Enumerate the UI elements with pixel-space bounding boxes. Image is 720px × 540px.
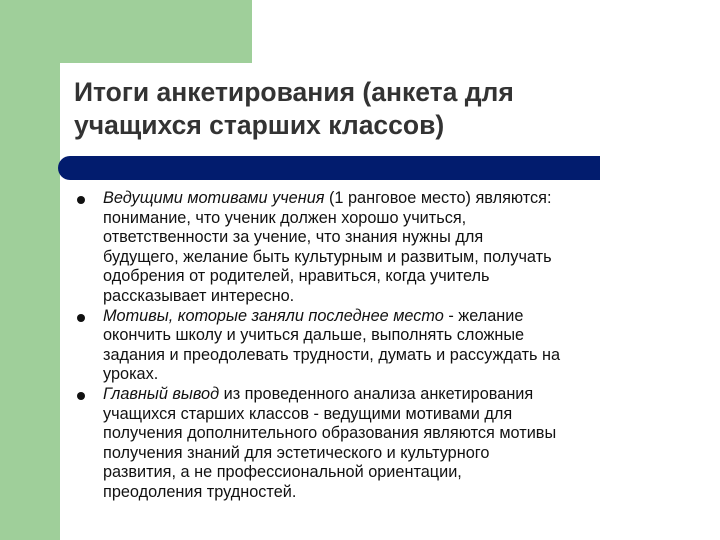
bullet-line <box>103 189 677 209</box>
bullet-line: учащихся старших классов - ведущими мотивами для <box>103 404 513 423</box>
emphasis-text: Ведущими мотивами учения <box>103 189 325 207</box>
bullet-list <box>77 189 677 503</box>
bullet-line: окончить школу и учиться дальше, выполнять сложные <box>103 326 525 345</box>
bullet-line: преодоления трудностей. <box>103 482 297 501</box>
bullet-dot-icon <box>77 196 85 204</box>
bullet-line: понимание, что ученик должен хорошо учиться, <box>103 208 467 227</box>
emphasis-text: Главный вывод <box>103 384 220 403</box>
bullet-line: одобрения от родителей, нравиться, когда учитель <box>103 267 490 286</box>
line-text: (1 ранговое место) являются: <box>324 189 552 207</box>
emphasis-text: Мотивы, которые заняли последнее место <box>103 306 444 325</box>
line-text: из проведенного анализа анкетирования <box>219 384 534 403</box>
bullet-line: получения дополнительного образования являются мотивы <box>103 424 557 443</box>
bullet-item-last-place-motives <box>77 307 677 385</box>
bullet-line <box>103 385 677 405</box>
title-divider-bar <box>58 156 600 180</box>
bullet-line: развития, а не профессиональной ориентации, <box>103 463 462 482</box>
line-text: - желание <box>443 306 524 325</box>
bullet-line: задания и преодолевать трудности, думать и рассуждать на <box>103 345 561 364</box>
bullet-item-main-conclusion <box>77 385 677 503</box>
bullet-dot-icon <box>77 392 85 400</box>
slide-title-line: Итоги анкетирования (анкета для <box>74 77 514 107</box>
bullet-line: будущего, желание быть культурным и развитым, получать <box>103 247 552 266</box>
slide-title <box>74 76 694 142</box>
slide-title-line: учащихся старших классов) <box>74 110 445 140</box>
bullet-line: ответственности за учение, что знания нужны для <box>103 228 484 247</box>
bullet-line: получения знаний для эстетического и культурного <box>103 443 490 462</box>
bullet-line <box>103 307 677 327</box>
decor-green-bar-left <box>0 0 60 540</box>
bullet-item-leading-motives <box>77 189 677 307</box>
bullet-dot-icon <box>77 314 85 322</box>
bullet-line: уроках. <box>103 365 159 384</box>
bullet-line: рассказывает интересно. <box>103 286 295 305</box>
